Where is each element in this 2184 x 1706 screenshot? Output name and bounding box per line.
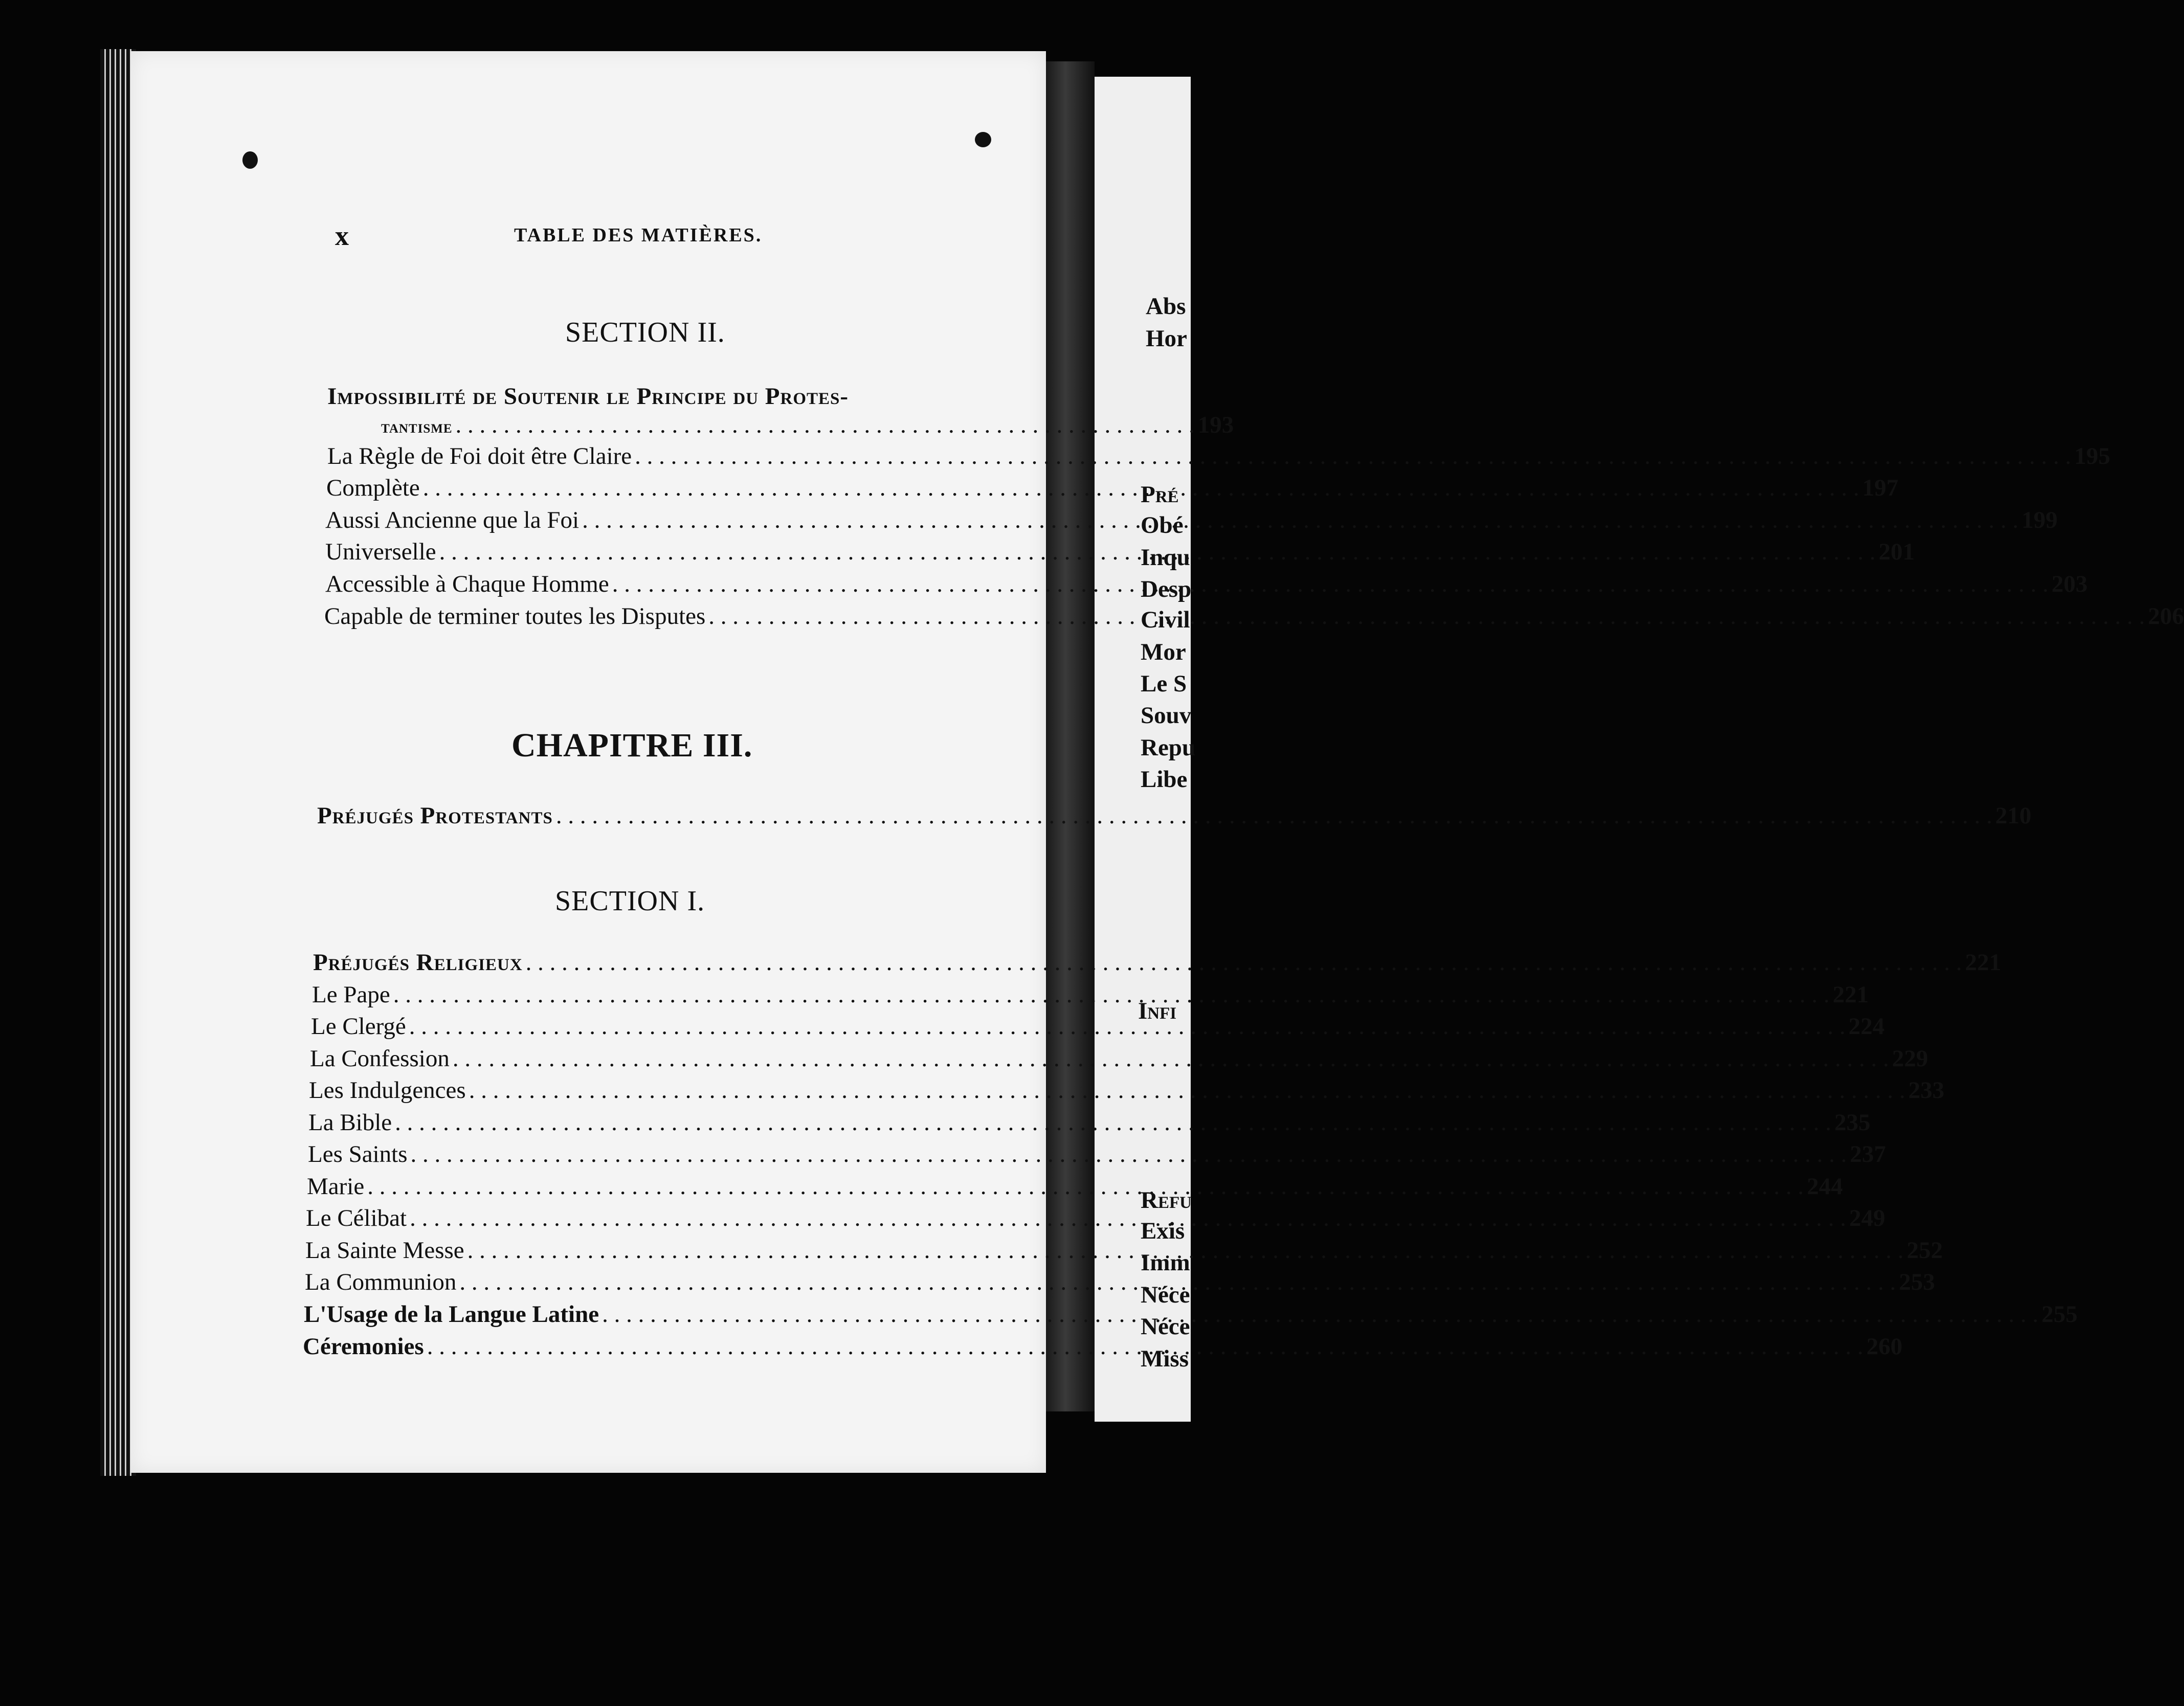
right-page-line: Exis [1141,1218,1185,1244]
dot-leader [423,474,1859,502]
section-2-heading: SECTION II. [565,317,725,348]
right-page-line: Le S [1141,670,1187,697]
entry-page: 229 [1892,1045,1928,1072]
entry-page: 206 [2148,603,2184,630]
right-page-line: Obé [1141,512,1184,538]
section-2-title-line1: Impossibilité de Soutenir le Principe du Protes- [327,383,849,410]
right-page-line: Civil [1141,607,1190,633]
binding-hole-mark [975,132,991,147]
entry-page: 224 [1848,1013,1885,1040]
right-page-line: Mor [1141,639,1186,665]
entry-label: La Communion [305,1269,457,1295]
entry-page: 197 [1862,475,1899,501]
entry-label: L'Usage de la Langue Latine [304,1301,599,1328]
right-page-line: Hor [1146,325,1187,352]
entry-label: Accessible à Chaque Homme [325,571,609,597]
entry-label: Marie [307,1173,365,1200]
dot-leader [410,1204,1846,1232]
dot-leader [469,1076,1905,1104]
entry-label: La Confession [310,1045,450,1072]
dot-leader [708,602,2145,630]
entry-label: La Sainte Messe [305,1237,464,1264]
right-page-line: Infi [1138,998,1177,1024]
right-page-line: Néce [1141,1282,1190,1308]
dot-leader [409,1013,1845,1040]
entry-page: 195 [2074,443,2110,469]
dot-leader [427,1333,1863,1360]
entry-page: 252 [1906,1237,1943,1264]
entry-page: 235 [1834,1109,1870,1136]
entry-page: 244 [1807,1173,1843,1200]
entry-page: 237 [1849,1141,1886,1168]
entry-page: 253 [1899,1269,1935,1295]
entry-label: La Règle de Foi doit être Claire [327,443,632,469]
entry-page: 203 [2051,571,2088,597]
entry-page: 233 [1908,1077,1945,1104]
right-page-line: Libe [1141,766,1188,793]
entry-page: 255 [2041,1301,2078,1328]
dot-leader [582,506,2018,534]
entry-page: 260 [1866,1333,1903,1360]
dot-leader: . . . . . . . . . . . . . . . . . . . . . . . . . . . . . . . . . . . . . . . . . . . . . . . . . . . . . . . . . . . . . . [455,412,1195,438]
running-title: TABLE DES MATIÈRES. [514,225,763,246]
entry-label: Le Célibat [306,1205,407,1231]
toc-entry [327,442,2110,474]
page-header [335,220,979,256]
right-page-line: Repu [1141,734,1196,761]
dot-leader [526,949,1962,976]
entry-label: Préjugés Protestants [317,802,553,829]
page-number: x [335,220,349,251]
chapter-3-title [317,802,2032,834]
entry-page: 193 [1197,412,1234,438]
entry-label: Le Pape [312,981,390,1008]
right-page-line: Abs [1146,293,1186,320]
right-page-line: Pré [1141,481,1179,508]
entry-label: Complète [326,475,420,501]
dot-leader [439,538,1876,566]
dot-leader [453,1045,1889,1072]
section-2-title-continuation: tantisme [381,416,453,437]
binding-hole-mark [242,151,258,169]
entry-label: Capable de terminer toutes les Disputes [324,603,706,630]
entry-label: La Bible [308,1109,392,1136]
toc-entry [311,1013,1885,1044]
right-page-line: Inqu [1141,544,1190,571]
dot-leader [602,1300,2038,1328]
right-page-line: Miss [1141,1345,1189,1372]
right-page-line: Souv [1141,702,1192,729]
right-page-line: Desp [1141,576,1192,602]
dot-leader [367,1173,1803,1200]
dot-leader [393,981,1830,1008]
entry-label: Universelle [325,538,436,565]
section-1-heading: SECTION I. [555,885,705,917]
entry-label: Les Indulgences [309,1077,466,1104]
section-1-title [313,949,2001,980]
dot-leader [395,1109,1831,1136]
entry-label: Céremonies [303,1333,424,1360]
dot-leader [612,570,2048,598]
dot-leader [411,1140,1847,1168]
entry-page: 201 [1878,538,1915,565]
dot-leader [556,802,1992,829]
dot-leader [459,1268,1896,1296]
entry-label: Aussi Ancienne que la Foi [325,507,580,533]
toc-entry [308,1140,1886,1172]
dot-leader [635,442,2071,470]
toc-entry [308,1109,1870,1140]
entry-page: 221 [1832,981,1869,1008]
right-page-line: Imm [1141,1249,1190,1276]
dot-leader [467,1237,1904,1264]
right-page-line: Néce [1141,1313,1190,1340]
toc-entry [309,1076,1945,1108]
section-2-title-line2 [381,411,1234,439]
entry-page: 249 [1849,1205,1885,1231]
entry-label: Le Clergé [311,1013,406,1040]
entry-page: 199 [2021,507,2058,533]
right-page-line: Refu [1141,1187,1192,1214]
entry-label: Préjugés Religieux [313,949,523,976]
entry-page: 210 [1995,802,2032,829]
entry-label: Les Saints [308,1141,408,1168]
chapter-3-heading: CHAPITRE III. [511,727,753,764]
entry-page: 221 [1965,949,2001,976]
toc-entry [310,1045,1928,1076]
section-2-title [327,383,1234,439]
